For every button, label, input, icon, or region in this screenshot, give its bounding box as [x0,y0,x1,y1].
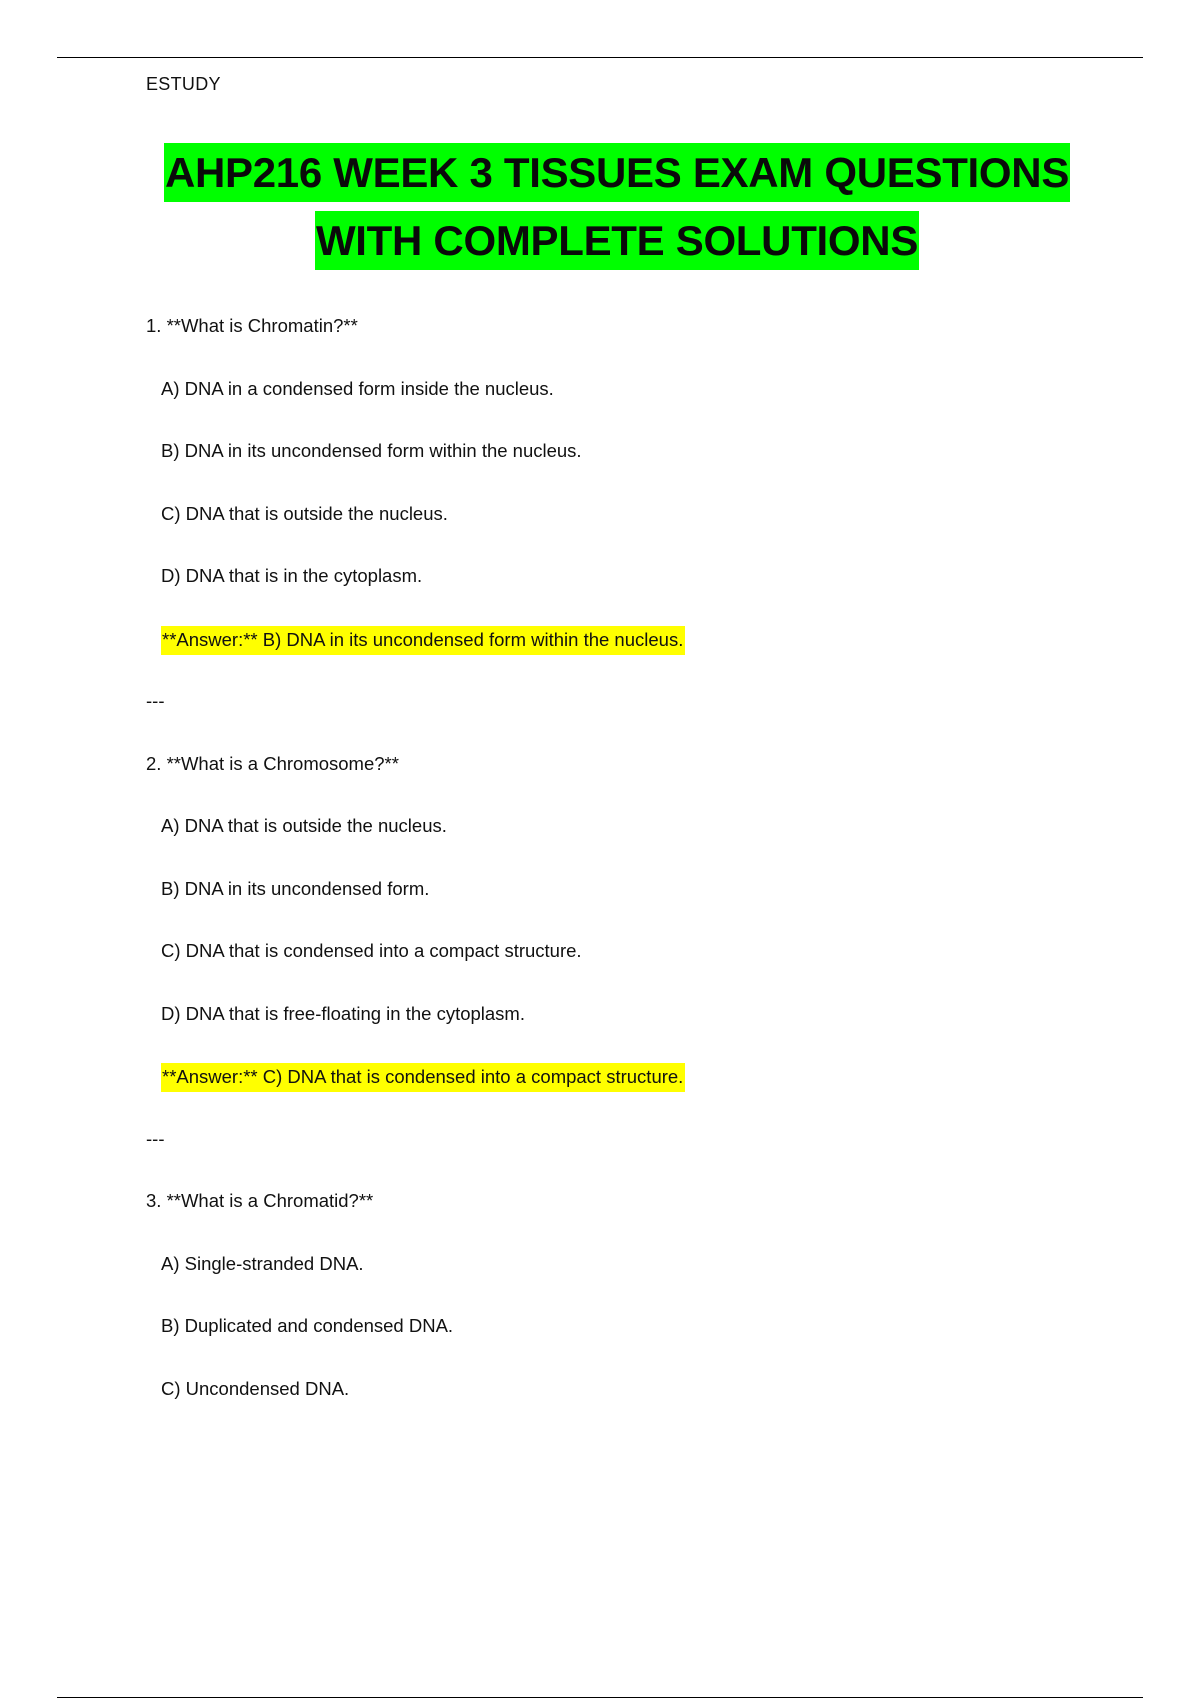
option-d: D) DNA that is in the cytoplasm. [161,565,423,586]
option-c: C) DNA that is outside the nucleus. [161,502,448,524]
question-block-1 [146,313,1146,719]
option-b: B) DNA in its uncondensed form within the nucleus. [161,440,582,461]
question-list [146,313,1146,1407]
option-a: A) DNA that is outside the nucleus. [161,815,447,836]
footer-rule [57,1697,1143,1698]
option-b: B) DNA in its uncondensed form. [161,877,430,899]
header-rule [57,57,1143,58]
option-d: D) DNA that is free-floating in the cytoplasm. [161,1002,525,1024]
question-block-2 [146,751,1146,1157]
separator: --- [146,690,165,711]
page-header: ESTUDY [146,74,221,94]
option-a: A) DNA in a condensed form inside the nucleus. [161,377,554,399]
title-line-1: AHP216 WEEK 3 TISSUES EXAM QUESTIONS [164,143,1070,202]
question-block-3 [146,1188,1146,1407]
title-line-2: WITH COMPLETE SOLUTIONS [315,211,919,270]
option-a: A) Single-stranded DNA. [161,1252,364,1274]
document-title [0,143,1200,270]
question-text: 2. **What is a Chromosome?** [146,752,399,774]
option-c: C) Uncondensed DNA. [161,1377,350,1399]
option-b: B) Duplicated and condensed DNA. [161,1315,454,1336]
answer-highlight: **Answer:** C) DNA that is condensed into a compact structure. [161,1063,685,1092]
separator: --- [146,1127,165,1149]
answer-highlight: **Answer:** B) DNA in its uncondensed form within the nucleus. [161,626,685,655]
question-text: 3. **What is a Chromatid?** [146,1190,374,1211]
question-text: 1. **What is Chromatin?** [146,315,358,336]
option-c: C) DNA that is condensed into a compact structure. [161,940,582,961]
